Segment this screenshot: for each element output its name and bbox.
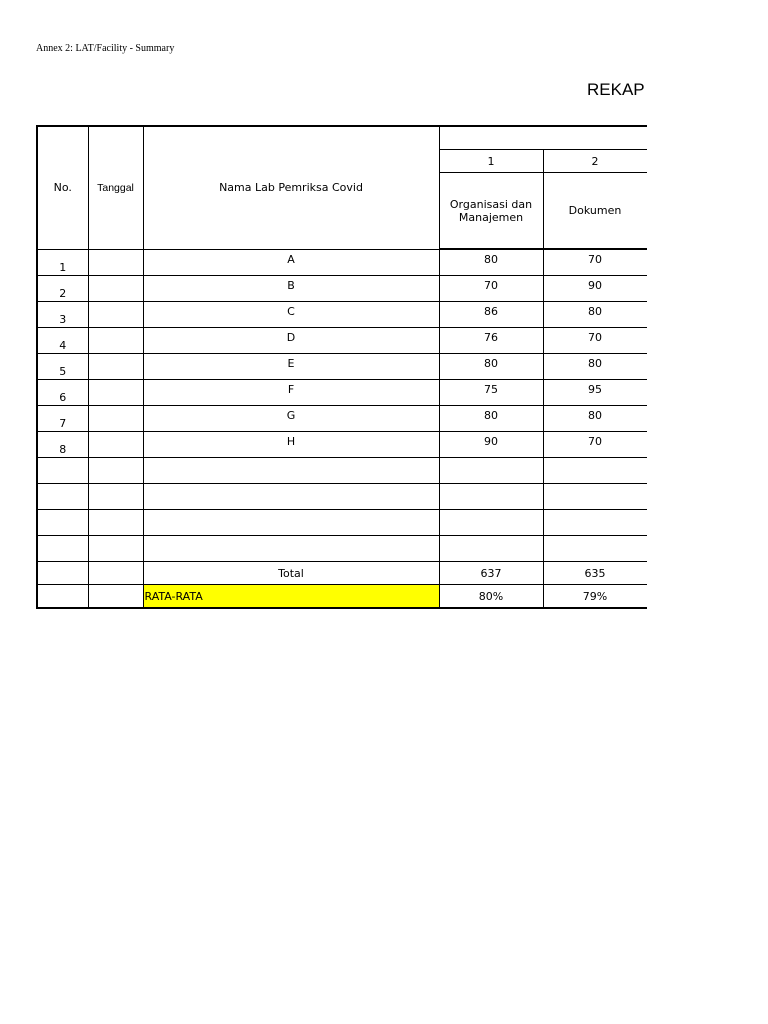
row-value-1: 70	[439, 276, 543, 302]
row-value-1: 80	[439, 406, 543, 432]
table-row	[37, 302, 647, 328]
table-row	[37, 354, 647, 380]
row-tanggal	[88, 484, 143, 510]
header-category-name-1: Organisasi dan Manajemen	[439, 173, 543, 250]
total-value-1: 637	[439, 562, 543, 585]
row-value-1: 76	[439, 328, 543, 354]
row-lab-name: H	[143, 432, 439, 458]
average-value-2: 79%	[543, 585, 647, 609]
row-value-1: 80	[439, 249, 543, 276]
row-value-2: 70	[543, 328, 647, 354]
header-category-name-2: Dokumen	[543, 173, 647, 250]
row-lab-name: G	[143, 406, 439, 432]
header-no: No.	[37, 126, 88, 249]
row-value-2: 80	[543, 302, 647, 328]
table-row	[37, 536, 647, 562]
total-no	[37, 562, 88, 585]
row-value-2	[543, 458, 647, 484]
row-tanggal	[88, 249, 143, 276]
row-value-1	[439, 458, 543, 484]
average-label: RATA-RATA	[143, 585, 439, 609]
row-value-1: 86	[439, 302, 543, 328]
row-lab-name	[143, 484, 439, 510]
row-lab-name: B	[143, 276, 439, 302]
row-lab-name	[143, 536, 439, 562]
row-tanggal	[88, 536, 143, 562]
row-value-2: 70	[543, 249, 647, 276]
row-tanggal	[88, 406, 143, 432]
total-tanggal	[88, 562, 143, 585]
row-value-2: 70	[543, 432, 647, 458]
row-no	[37, 510, 88, 536]
row-no	[37, 458, 88, 484]
row-tanggal	[88, 328, 143, 354]
row-lab-name	[143, 510, 439, 536]
row-no: 4	[37, 328, 88, 354]
table-row	[37, 406, 647, 432]
average-row	[37, 585, 647, 609]
row-value-2: 90	[543, 276, 647, 302]
row-tanggal	[88, 458, 143, 484]
table-row	[37, 484, 647, 510]
row-value-2: 80	[543, 406, 647, 432]
table-row	[37, 510, 647, 536]
row-value-1	[439, 484, 543, 510]
row-no: 6	[37, 380, 88, 406]
row-lab-name: C	[143, 302, 439, 328]
average-value-1: 80%	[439, 585, 543, 609]
table-row	[37, 458, 647, 484]
row-lab-name: F	[143, 380, 439, 406]
annex-label: Annex 2: LAT/Facility - Summary	[36, 43, 175, 54]
row-lab-name: D	[143, 328, 439, 354]
row-lab-name	[143, 458, 439, 484]
row-no	[37, 484, 88, 510]
row-value-2	[543, 484, 647, 510]
sheet-title: REKAP	[587, 80, 645, 99]
row-tanggal	[88, 432, 143, 458]
header-lab-name: Nama Lab Pemriksa Covid	[143, 126, 439, 249]
row-tanggal	[88, 276, 143, 302]
row-value-1: 75	[439, 380, 543, 406]
row-value-2	[543, 536, 647, 562]
average-no	[37, 585, 88, 609]
row-lab-name: E	[143, 354, 439, 380]
row-no: 1	[37, 249, 88, 276]
header-tanggal: Tanggal	[88, 126, 143, 249]
header-category-number-1: 1	[439, 150, 543, 173]
summary-table	[36, 125, 647, 609]
row-tanggal	[88, 354, 143, 380]
row-value-1	[439, 510, 543, 536]
row-no: 7	[37, 406, 88, 432]
total-row	[37, 562, 647, 585]
table-row	[37, 432, 647, 458]
row-value-1	[439, 536, 543, 562]
row-value-2	[543, 510, 647, 536]
row-tanggal	[88, 380, 143, 406]
table-row	[37, 328, 647, 354]
average-tanggal	[88, 585, 143, 609]
row-value-2: 80	[543, 354, 647, 380]
header-category-group	[439, 126, 647, 150]
row-tanggal	[88, 510, 143, 536]
table-row	[37, 249, 647, 276]
row-value-2: 95	[543, 380, 647, 406]
row-value-1: 90	[439, 432, 543, 458]
row-no: 2	[37, 276, 88, 302]
row-no: 5	[37, 354, 88, 380]
row-no: 3	[37, 302, 88, 328]
table-row	[37, 276, 647, 302]
table-row	[37, 380, 647, 406]
total-label: Total	[143, 562, 439, 585]
row-tanggal	[88, 302, 143, 328]
row-no	[37, 536, 88, 562]
header-category-number-2: 2	[543, 150, 647, 173]
row-value-1: 80	[439, 354, 543, 380]
row-lab-name: A	[143, 249, 439, 276]
total-value-2: 635	[543, 562, 647, 585]
row-no: 8	[37, 432, 88, 458]
